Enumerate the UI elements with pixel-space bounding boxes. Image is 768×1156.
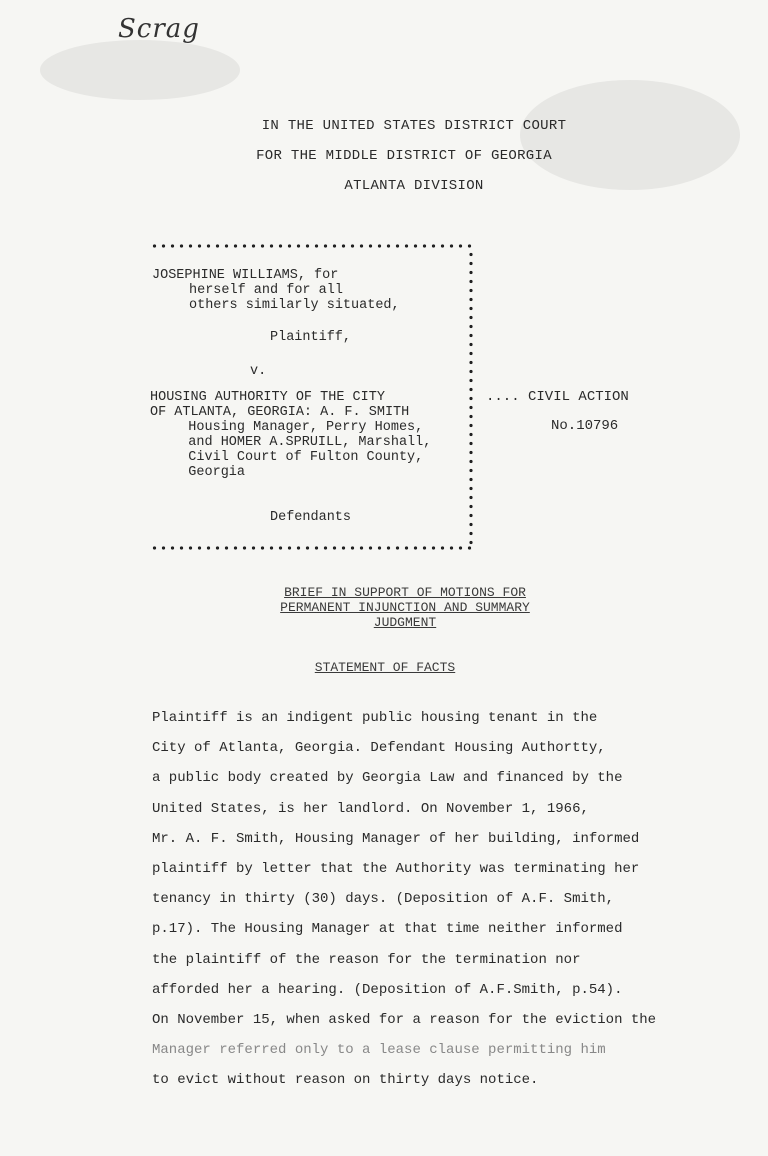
court-district-line: FOR THE MIDDLE DISTRICT OF GEORGIA	[256, 148, 552, 164]
plaintiff-role: Plaintiff,	[270, 330, 352, 345]
defendant-line: HOUSING AUTHORITY OF THE CITY	[150, 390, 385, 405]
body-line: afforded her a hearing. (Deposition of A.F.Smith, p.54).	[152, 981, 623, 998]
brief-title-line1: BRIEF IN SUPPORT OF MOTIONS FOR	[284, 585, 526, 600]
body-line: Plaintiff is an indigent public housing tenant in the	[152, 710, 598, 726]
scan-smudge	[520, 80, 740, 190]
defendant-line: and HOMER A.SPRUILL, Marshall,	[164, 435, 432, 450]
body-line: United States, is her landlord. On November 1, 1966,	[152, 800, 589, 817]
versus: v.	[250, 364, 267, 379]
plaintiff-line3: others similarly situated,	[189, 298, 400, 313]
plaintiff-line2: herself and for all	[189, 283, 343, 298]
plaintiff-name: JOSEPHINE WILLIAMS, for	[152, 268, 339, 283]
scan-smudge	[40, 40, 240, 100]
court-name-line: IN THE UNITED STATES DISTRICT COURT	[261, 118, 567, 134]
defendant-role: Defendants	[270, 510, 352, 525]
caption-bottom-border	[150, 546, 475, 550]
body-line: to evict without reason on thirty days notice.	[152, 1072, 539, 1089]
brief-title-line2: PERMANENT INJUNCTION AND SUMMARY	[280, 600, 530, 615]
body-line: Manager referred only to a lease clause permitting him	[152, 1042, 606, 1059]
body-line: On November 15, when asked for a reason for the eviction the	[152, 1012, 657, 1029]
body-line: the plaintiff of the reason for the termination nor	[152, 951, 581, 968]
brief-title	[250, 585, 560, 630]
brief-title-line3: JUDGMENT	[373, 615, 437, 630]
caption-right-border	[468, 250, 474, 550]
civil-action-label: .... CIVIL ACTION	[486, 389, 629, 405]
body-line: a public body created by Georgia Law and financed by the	[152, 770, 623, 787]
defendant-line: OF ATLANTA, GEORGIA: A. F. SMITH	[150, 405, 410, 420]
handwritten-note: Scrag	[118, 14, 200, 44]
section-heading: STATEMENT OF FACTS	[314, 660, 456, 675]
body-line: tenancy in thirty (30) days. (Deposition of A.F. Smith,	[152, 891, 615, 908]
body-line: Mr. A. F. Smith, Housing Manager of her building, informed	[152, 830, 640, 847]
court-division-line: ATLANTA DIVISION	[344, 178, 484, 194]
body-line: p.17). The Housing Manager at that time neither informed	[152, 921, 623, 938]
case-number: No.10796	[551, 418, 619, 434]
statement-of-facts-body	[152, 703, 712, 1096]
body-line: City of Atlanta, Georgia. Defendant Housing Authortty,	[152, 740, 606, 757]
defendant-line: Georgia	[164, 465, 246, 480]
caption-top-border	[150, 244, 475, 248]
defendant-line: Civil Court of Fulton County,	[164, 450, 424, 465]
body-line: plaintiff by letter that the Authority was terminating her	[152, 861, 640, 878]
defendant-line: Housing Manager, Perry Homes,	[164, 420, 424, 435]
